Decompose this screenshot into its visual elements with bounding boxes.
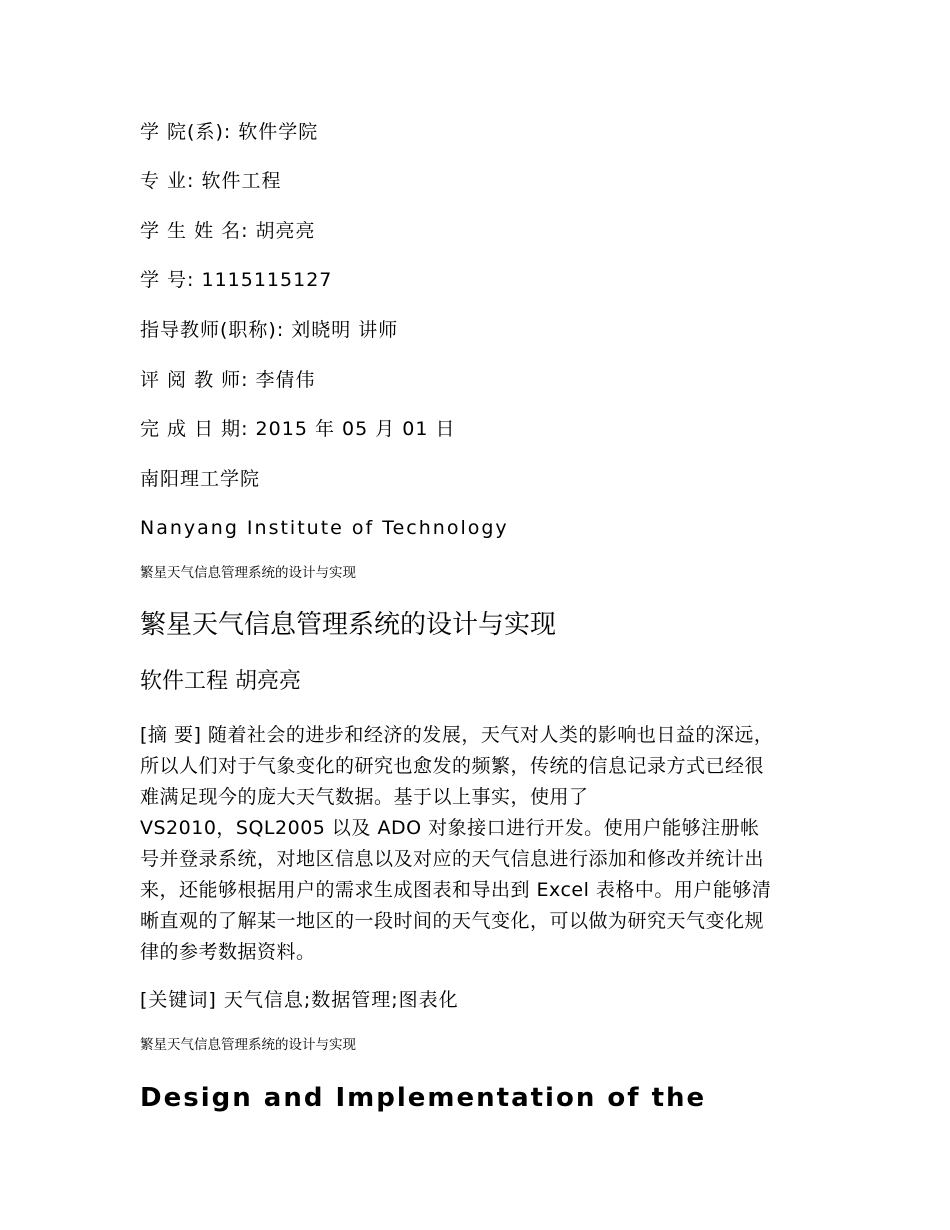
major-line: 专 业: 软件工程 <box>140 170 282 192</box>
student-name-line: 学 生 姓 名: 胡亮亮 <box>140 220 316 242</box>
advisor-line: 指导教师(职称): 刘晓明 讲师 <box>140 319 399 341</box>
author-line: 软件工程 胡亮亮 <box>140 669 301 694</box>
college-line: 学 院(系): 软件学院 <box>140 121 319 143</box>
abstract-line: 号并登录系统，对地区信息以及对应的天气信息进行添加和修改并统计出 <box>140 848 765 870</box>
abstract-line: VS2010，SQL2005 以及 ADO 对象接口进行开发。使用户能够注册帐 <box>140 817 760 839</box>
reviewer-line: 评 阅 教 师: 李倩伟 <box>140 369 316 391</box>
abstract-block <box>140 720 830 968</box>
running-header: 繁星天气信息管理系统的设计与实现 <box>140 565 356 581</box>
abstract-line: 难满足现今的庞大天气数据。基于以上事实，使用了 <box>140 786 589 808</box>
school-name-en: Nanyang Institute of Technology <box>140 517 509 539</box>
abstract-line: 晰直观的了解某一地区的一段时间的天气变化，可以做为研究天气变化规 <box>140 910 765 932</box>
school-name-cn: 南阳理工学院 <box>140 468 261 490</box>
keywords-line: [关键词] 天气信息;数据管理;图表化 <box>140 989 459 1011</box>
abstract-line: 所以人们对于气象变化的研究也愈发的频繁，传统的信息记录方式已经很 <box>140 755 765 777</box>
abstract-line: 来，还能够根据用户的需求生成图表和导出到 Excel 表格中。用户能够清 <box>140 879 772 901</box>
running-header: 繁星天气信息管理系统的设计与实现 <box>140 1037 356 1053</box>
abstract-line: 律的参考数据资料。 <box>140 941 316 963</box>
paper-title-cn: 繁星天气信息管理系统的设计与实现 <box>140 610 557 640</box>
abstract-line: [摘 要] 随着社会的进步和经济的发展，天气对人类的影响也日益的深远， <box>140 724 774 746</box>
completion-date-line: 完 成 日 期: 2015 年 05 月 01 日 <box>140 418 456 440</box>
student-id-line: 学 号: 1115115127 <box>140 269 333 291</box>
paper-title-en: Design and Implementation of the <box>140 1083 707 1113</box>
